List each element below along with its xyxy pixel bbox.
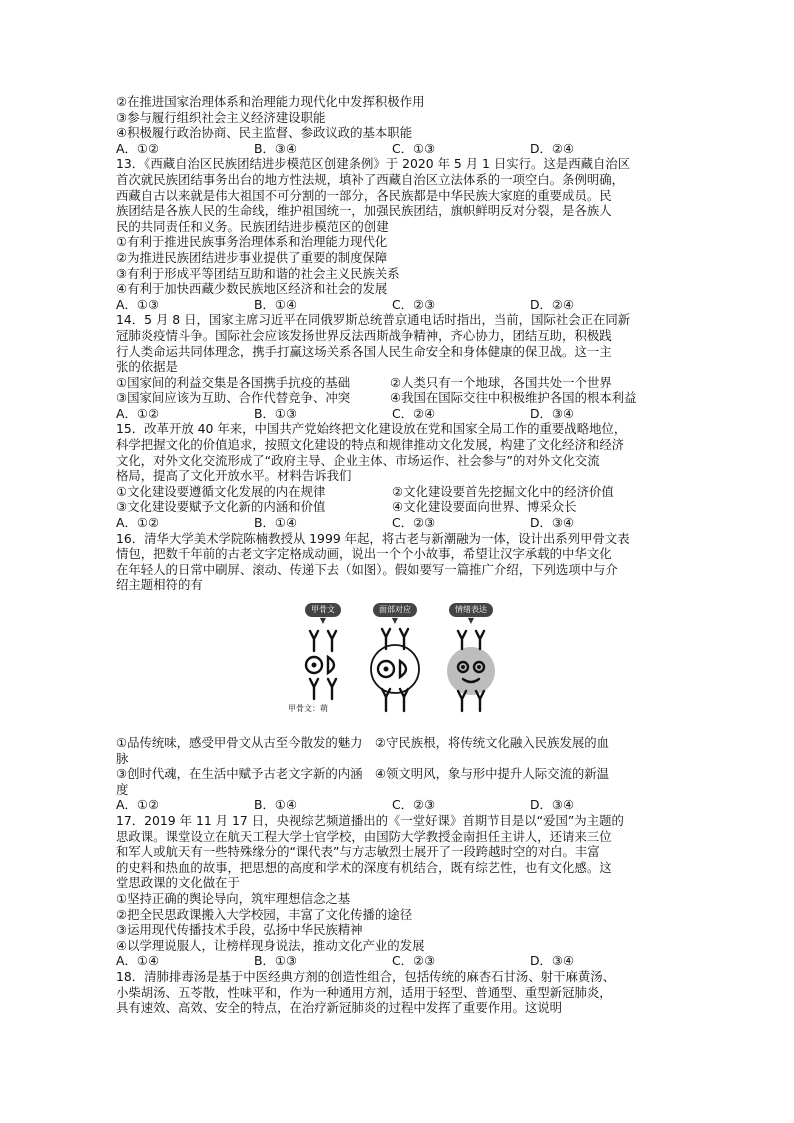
option-b: B．①④ xyxy=(254,797,298,813)
q14-stem-line: 冠肺炎疫情斗争。国际社会应该发扬世界反法西斯战争精神，齐心协力，团结互助，积极践 xyxy=(116,327,612,343)
down-arrow-icon: ▼ xyxy=(391,616,399,625)
option-d: D．②④ xyxy=(530,140,575,156)
oracle-bone-figure xyxy=(116,597,682,731)
q15-stem-line: 15．改革开放 40 年来，中国共产党始终把文化建设放在党和国家全局工作的重要战略地位， xyxy=(116,421,627,437)
q14-block xyxy=(116,312,682,421)
q17-options xyxy=(116,953,682,969)
option-d: D．③④ xyxy=(530,797,575,813)
q15-stem-line: 格局，提高了文化开放水平。材料告诉我们 xyxy=(116,468,352,484)
option-c: C．②③ xyxy=(392,953,436,969)
q18-stem-line: 小柴胡汤、五苓散，性味平和，作为一种通用方剂，适用于轻型、普通型、重型新冠肺炎， xyxy=(116,984,612,1000)
option-c: C．②④ xyxy=(392,405,436,421)
option-d: D．③④ xyxy=(530,515,575,531)
q12-choice-3: ③参与履行组织社会主义经济建设职能 xyxy=(116,109,326,125)
q16-options xyxy=(116,797,682,813)
option-d: D．③④ xyxy=(530,405,575,421)
q15-choice-row xyxy=(116,499,682,515)
q17-stem-line: 的史料和热血的故事，把思想的高度和学术的深度有机结合，既有综艺性，也有文化感。这 xyxy=(116,859,612,875)
q17-block xyxy=(116,813,682,969)
label-emotion: 情绪表达 xyxy=(449,603,493,617)
q15-choice-4: ④文化建设要面向世界、博采众长 xyxy=(392,499,577,515)
q17-stem-line: 思政课。课堂设立在航天工程大学士官学校，由国防大学教授金南担任主讲人，还请来三位 xyxy=(116,828,612,844)
q14-choice-2: ②人类只有一个地球，各国共处一个世界 xyxy=(390,374,612,390)
q16-choice-line: ①品传统味，感受甲骨文从古至今散发的魅力 ②守民族根，将传统文化融入民族发展的血 xyxy=(116,735,610,750)
q16-block xyxy=(116,531,682,813)
face-mapping-icon xyxy=(360,625,430,717)
q16-choice-line: ③创时代魂，在生活中赋予古老文字新的内涵 ④领文明风，象与形中提升人际交流的新温 xyxy=(116,766,610,782)
q14-choice-row xyxy=(116,390,682,406)
q13-stem-line: 民的共同责任和义务。民族团结进步模范区的创建 xyxy=(116,218,389,234)
q14-choice-3: ③国家间应该为互助、合作代替竞争、冲突 xyxy=(116,390,351,406)
option-a: A．①③ xyxy=(116,296,160,312)
option-d: D．②④ xyxy=(530,296,575,312)
label-oracle-bone: 甲骨文 xyxy=(305,603,341,617)
q12-choice-4: ④积极履行政治协商、民主监督、参政议政的基本职能 xyxy=(116,125,413,141)
option-a: A．①④ xyxy=(116,953,160,969)
q17-choice-4: ④以学理说服人，让榜样现身说法，推动文化产业的发展 xyxy=(116,937,425,953)
option-a: A．①② xyxy=(116,140,160,156)
figure-col-emotion xyxy=(436,597,506,721)
q12-choice-2: ②在推进国家治理体系和治理能力现代化中发挥积极作用 xyxy=(116,94,425,109)
q15-stem-line: 文化，对外文化交流形成了“政府主导、企业主体、市场运作、社会参与”的对外文化交流 xyxy=(116,452,600,468)
q16-choice-line: 脉 xyxy=(116,750,129,766)
q14-stem-line: 14．5 月 8 日，国家主席习近平在同俄罗斯总统普京通电话时指出，当前，国际社会正在同新 xyxy=(116,312,631,328)
figure-caption: 甲骨文：萌 xyxy=(288,704,328,713)
label-face-mapping: 面部对应 xyxy=(373,603,417,617)
q15-choice-row xyxy=(116,484,682,500)
q16-stem-line: 在年轻人的日常中刷屏、滚动、传递下去（如图）。假如要写一篇推广介绍，下列选项中与介 xyxy=(116,561,618,577)
figure-col-oracle xyxy=(288,597,358,709)
q13-options xyxy=(116,297,682,313)
q14-choice-row xyxy=(116,375,682,391)
option-c: C．②③ xyxy=(392,296,436,312)
oracle-glyph-icon xyxy=(288,625,358,705)
q13-stem-line: 13．《西藏自治区民族团结进步模范区创建条例》于 2020 年 5 月 1 日实行。这是西藏自治区 xyxy=(116,156,631,172)
q17-choice-3: ③运用现代传播技术手段，弘扬中华民族精神 xyxy=(116,922,363,938)
down-arrow-icon: ▼ xyxy=(467,616,475,625)
exam-page xyxy=(116,94,682,1016)
q13-choice-3: ③有利于形成平等团结互助和谐的社会主义民族关系 xyxy=(116,265,400,281)
option-a: A．①② xyxy=(116,405,160,421)
q16-choice-line: 度 xyxy=(116,781,129,797)
option-c: C．②③ xyxy=(392,515,436,531)
q13-stem-line: 西藏自古以来就是伟大祖国不可分割的一部分，各民族都是中华民族大家庭的重要成员。民 xyxy=(116,187,612,203)
q15-choice-2: ②文化建设要首先挖掘文化中的经济价值 xyxy=(392,483,614,499)
q15-choice-1: ①文化建设要遵循文化发展的内在规律 xyxy=(116,483,326,499)
q14-choice-1: ①国家间的利益交集是各国携手抗疫的基础 xyxy=(116,374,351,390)
down-arrow-icon: ▼ xyxy=(319,616,327,625)
q14-stem-line: 行人类命运共同体理念，携手打赢这场关系各国人民生命安全和身体健康的保卫战。这一主 xyxy=(116,343,612,359)
option-b: B．①③ xyxy=(254,953,298,969)
option-b: B．①④ xyxy=(254,296,298,312)
q14-choice-4: ④我国在国际交往中积极维护各国的根本利益 xyxy=(390,390,637,406)
q15-stem-line: 科学把握文化的价值追求，按照文化建设的特点和规律推动文化发展，构建了文化经济和经济 xyxy=(116,437,625,453)
q18-block xyxy=(116,969,682,1016)
q18-stem-line: 具有速效、高效、安全的特点，在治疗新冠肺炎的过程中发挥了重要作用。这说明 xyxy=(116,1000,563,1016)
figure-col-face xyxy=(360,597,430,721)
option-a: A．①② xyxy=(116,797,160,813)
emotion-face-icon xyxy=(436,625,506,717)
q17-stem-line: 17．2019 年 11 月 17 日，央视综艺频道播出的《一堂好课》首期节目是以“爱国”为主题的 xyxy=(116,812,624,828)
q12-options xyxy=(116,141,682,157)
q15-options xyxy=(116,515,682,531)
option-b: B．①③ xyxy=(254,405,298,421)
q17-stem-line: 堂思政课的文化做在于 xyxy=(116,875,240,891)
q17-stem-line: 和军人或航天有一些特殊缘分的“课代表”与方志敏烈士展开了一段跨越时空的对白。丰富 xyxy=(116,844,600,860)
q16-stem-line: 16．清华大学美术学院陈楠教授从 1999 年起，将古老与新潮融为一体，设计出系列甲骨文表 xyxy=(116,530,630,546)
q13-choice-2: ②为推进民族团结进步事业提供了重要的制度保障 xyxy=(116,249,388,265)
option-b: B．①④ xyxy=(254,515,298,531)
q14-options xyxy=(116,406,682,422)
q16-stem-line: 情包，把数千年前的古老文字定格成动画，说出一个个小故事，希望让汉字承载的中华文化 xyxy=(116,546,612,562)
q13-stem-line: 首次就民族团结事务出台的地方性法规，填补了西藏自治区立法体系的一项空白。条例明确， xyxy=(116,171,625,187)
q13-block xyxy=(116,156,682,312)
q15-block xyxy=(116,421,682,530)
q16-stem-line: 绍主题相符的有 xyxy=(116,577,203,593)
q17-choice-1: ①坚持正确的舆论导向，筑牢理想信念之基 xyxy=(116,890,351,906)
option-a: A．①② xyxy=(116,515,160,531)
q15-choice-3: ③文化建设要赋予文化新的内涵和价值 xyxy=(116,499,326,515)
q13-choice-4: ④有利于加快西藏少数民族地区经济和社会的发展 xyxy=(116,281,388,297)
q13-choice-1: ①有利于推进民族事务治理体系和治理能力现代化 xyxy=(116,234,388,250)
q18-stem-line: 18．清肺排毒汤是基于中医经典方剂的创造性组合，包括传统的麻杏石甘汤、射干麻黄汤、 xyxy=(116,968,616,984)
q17-choice-2: ②把全民思政课搬入大学校园，丰富了文化传播的途径 xyxy=(116,906,413,922)
option-c: C．①③ xyxy=(392,140,436,156)
option-c: C．②③ xyxy=(392,797,436,813)
q14-stem-line: 张的依据是 xyxy=(116,359,178,375)
q12-block xyxy=(116,94,682,156)
option-b: B．③④ xyxy=(254,140,298,156)
q13-stem-line: 族团结是各族人民的生命线，维护祖国统一，加强民族团结，旗帜鲜明反对分裂，是各族人 xyxy=(116,203,612,219)
option-d: D．③④ xyxy=(530,953,575,969)
